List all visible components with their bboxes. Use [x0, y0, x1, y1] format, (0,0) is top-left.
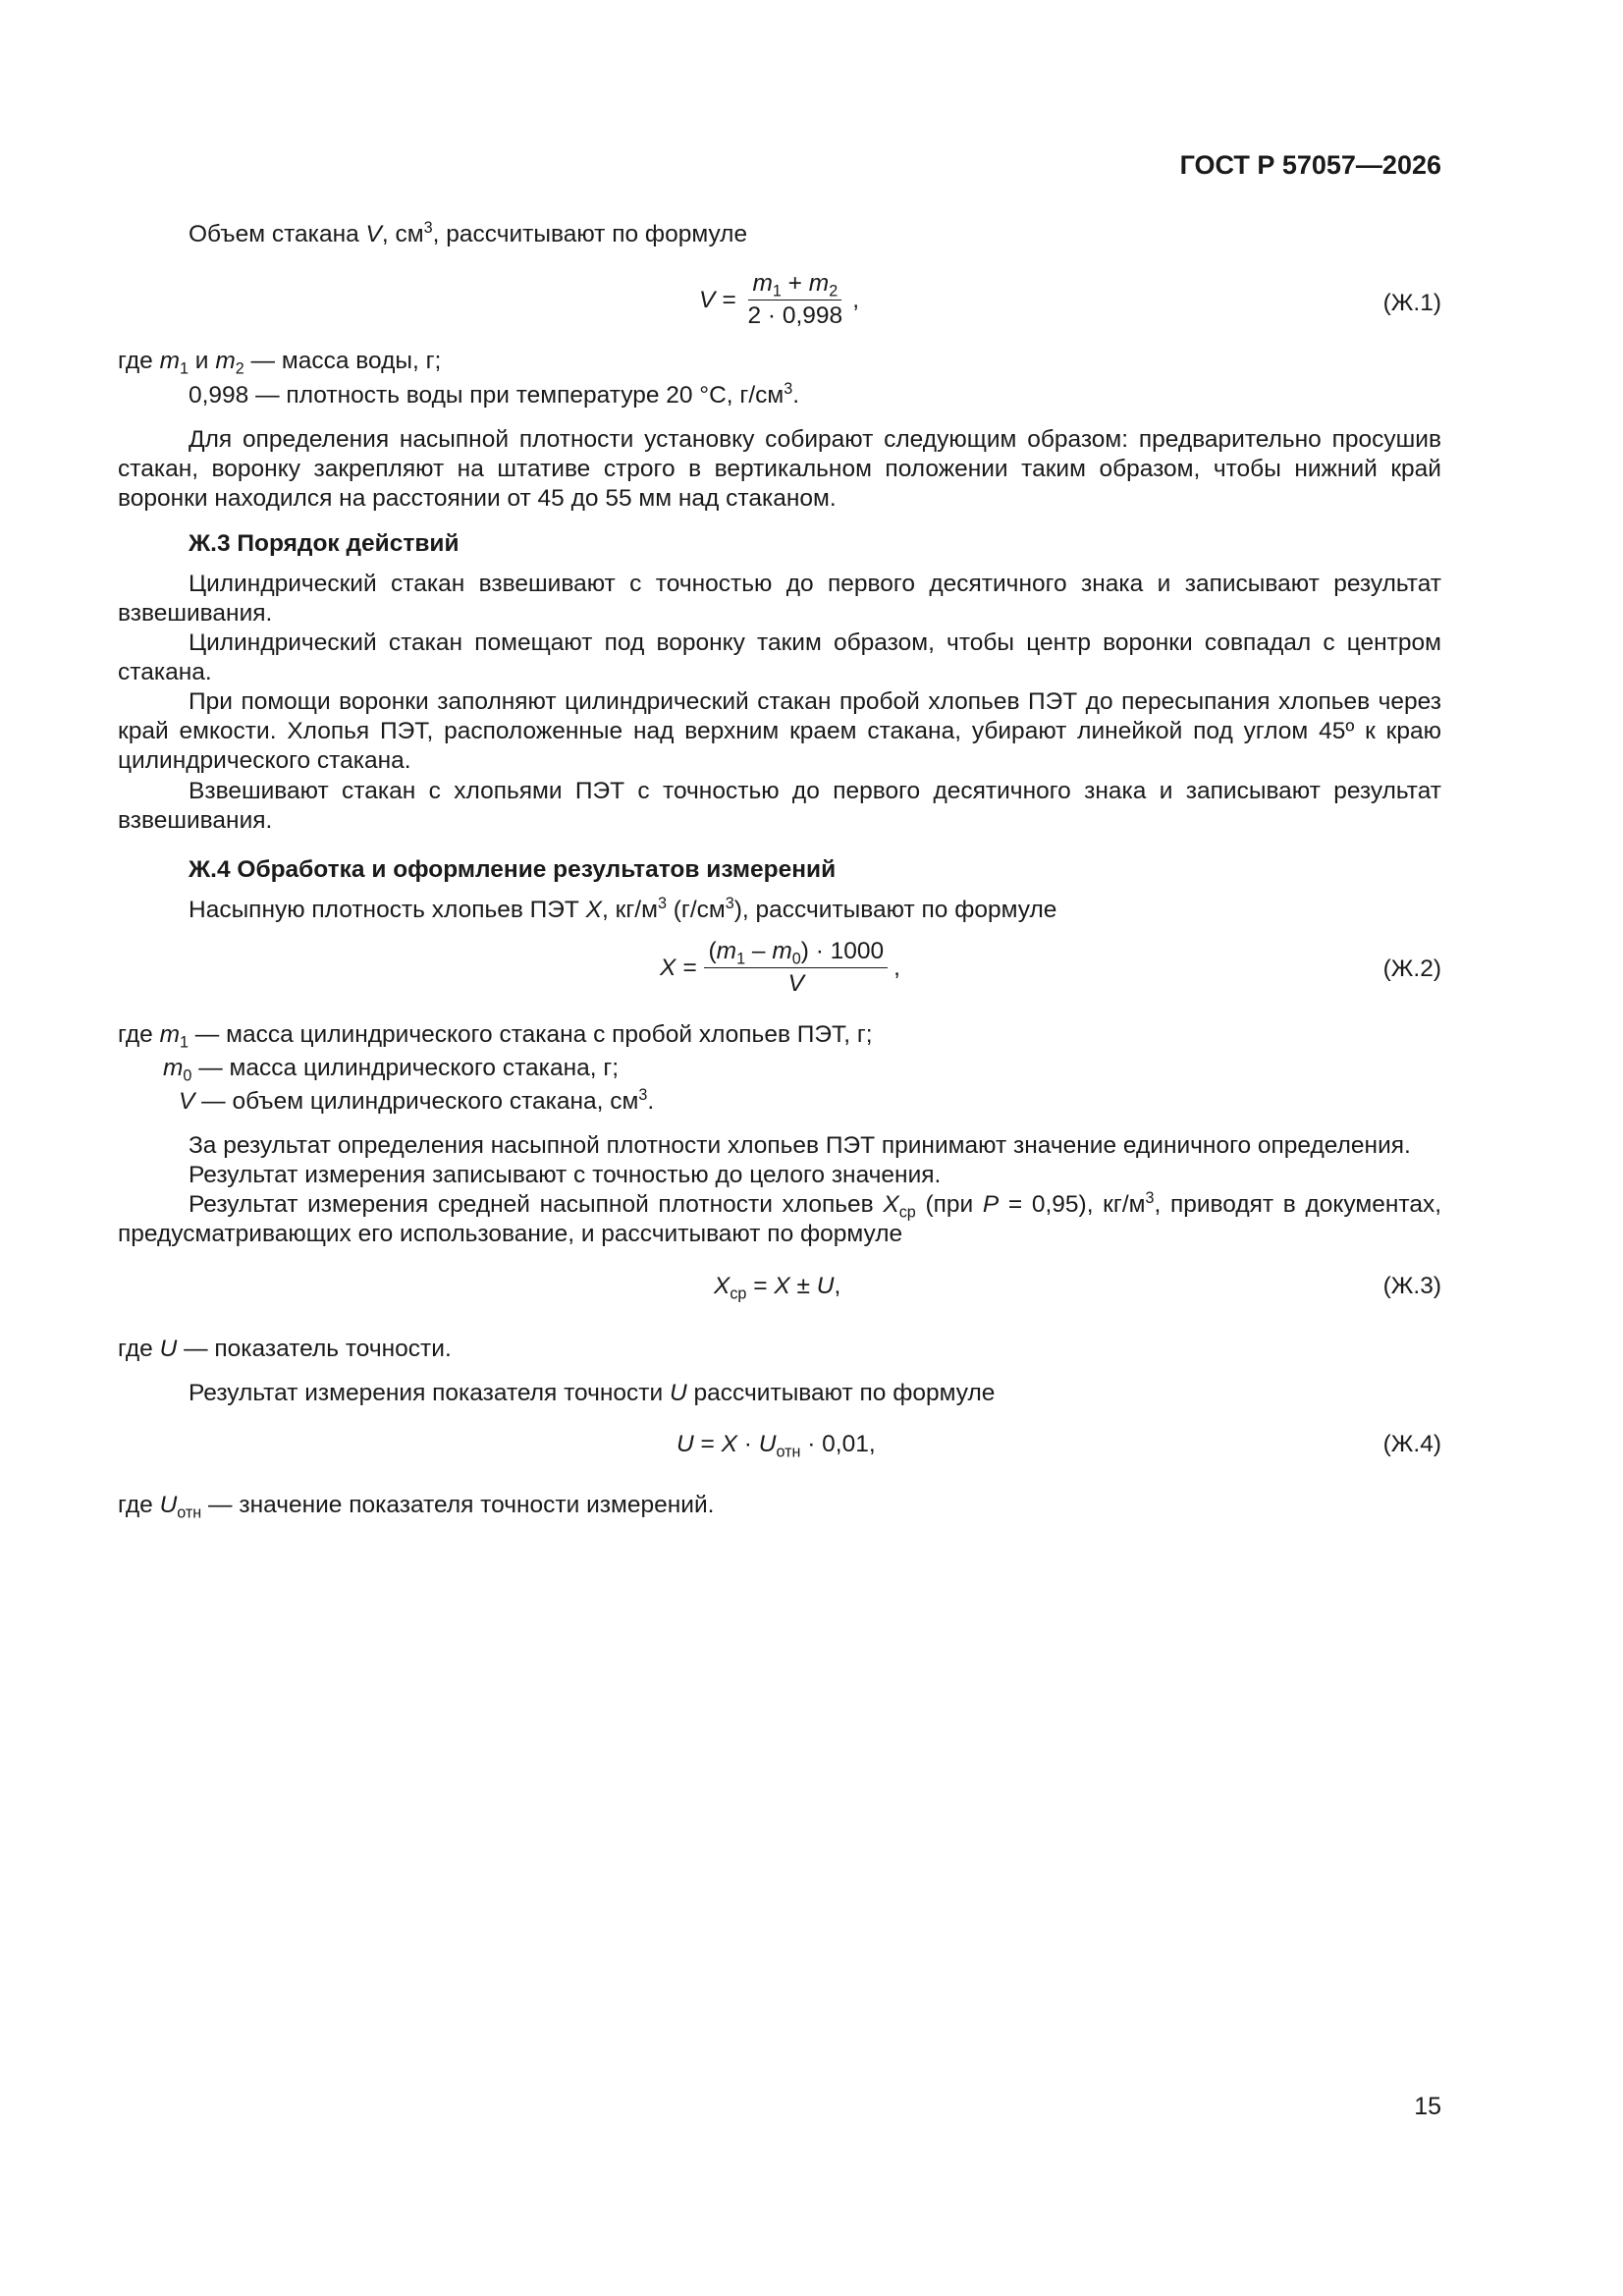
section-3-para-4: Взвешивают стакан с хлопьями ПЭТ с точностью до первого десятичного знака и записывают результат взвешивания.: [118, 778, 1441, 834]
where-0998: 0,998 — плотность воды при температуре 20 °С, $г/см^3$.: [189, 380, 800, 409]
where-m0: $m_0$ — масса цилиндрического стакана, г;: [163, 1055, 620, 1085]
section-3-para-3: При помощи воронки заполняют цилиндрический стакан пробой хлопьев ПЭТ до пересыпания хлопьев через край емкости. Хлопья ПЭТ, расположенные над верхним краем стакана, убирают линейкой под углом 45º к краю цилиндрического стакана.: [118, 688, 1441, 774]
where-m1: где $m_1$ — масса цилиндрического стакана с пробой хлопьев ПЭТ, г;: [118, 1021, 873, 1052]
results-para-1: За результат определения насыпной плотности хлопьев ПЭТ принимают значение единичного определения.: [189, 1132, 1411, 1159]
where-v: V — объем цилиндрического стакана, $см^3$.: [179, 1086, 655, 1115]
where-u-otn: где $U_{отн}$ — значение показателя точности измерений.: [118, 1492, 715, 1522]
formula-zh1-fraction: $\frac{m_1 + m_2}{2 \cdot 0,998}$: [747, 270, 843, 329]
formula-zh4-label: (Ж.4): [1382, 1431, 1441, 1457]
formula-zh4: $U = X \cdot U_{отн} \cdot 0,01$,: [676, 1431, 876, 1461]
section-4-intro: Насыпную плотность хлопьев ПЭТ X, $кг/м^3$ $(г/см^3)$, рассчитывают по формуле: [189, 895, 1057, 923]
page-number: 15: [1414, 2093, 1441, 2120]
formula-zh2-label: (Ж.2): [1382, 956, 1441, 982]
accuracy-intro: Результат измерения показателя точности U рассчитывают по формуле: [189, 1380, 996, 1406]
where-m1-m2: где $m_1$ и $m_2$ — масса воды, г;: [118, 348, 442, 378]
section-4-heading: Ж.4 Обработка и оформление результатов измерений: [189, 856, 837, 883]
setup-paragraph: Для определения насыпной плотности установку собирают следующим образом: предварительно просушив стакан, воронку закрепляют на штативе строго в вертикальном положении таким образом, чтобы нижний край воронки находился на расстоянии от 45 до 55 мм над стаканом.: [118, 426, 1441, 512]
volume-intro: Объем стакана V, $см^3$, рассчитывают по формуле: [189, 219, 748, 247]
section-3-para-2: Цилиндрический стакан помещают под воронку таким образом, чтобы центр воронки совпадал с центром стакана.: [118, 629, 1441, 685]
section-3-heading: Ж.3 Порядок действий: [189, 530, 460, 557]
results-para-2: Результат измерения записывают с точностью до целого значения.: [189, 1162, 942, 1188]
formula-zh1-label: (Ж.1): [1382, 290, 1441, 316]
section-3-para-1: Цилиндрический стакан взвешивают с точностью до первого десятичного знака и записывают результат взвешивания.: [118, 571, 1441, 627]
formula-zh1: V = $\frac{m_1 + m_2}{2 \cdot 0,998}$ ,: [699, 270, 859, 329]
formula-zh2-fraction: $\frac{(m_1 - m_0) \cdot 1000}{V}$: [704, 938, 888, 998]
where-u: где U — показатель точности.: [118, 1336, 452, 1362]
formula-zh3-label: (Ж.3): [1382, 1273, 1441, 1299]
formula-zh2: X = $\frac{(m_1 - m_0) \cdot 1000}{V}$ ,: [660, 938, 900, 997]
document-code-header: ГОСТ Р 57057—2026: [1179, 150, 1441, 180]
formula-zh3: $X_{ср} = X \pm U$,: [714, 1273, 841, 1303]
results-para-3: Результат измерения средней насыпной плотности хлопьев $X_{ср}$ (при P = 0,95), $кг/м^3$, приводят в документах, предусматривающих его использование, и рассчитывают по формуле: [118, 1189, 1442, 1247]
